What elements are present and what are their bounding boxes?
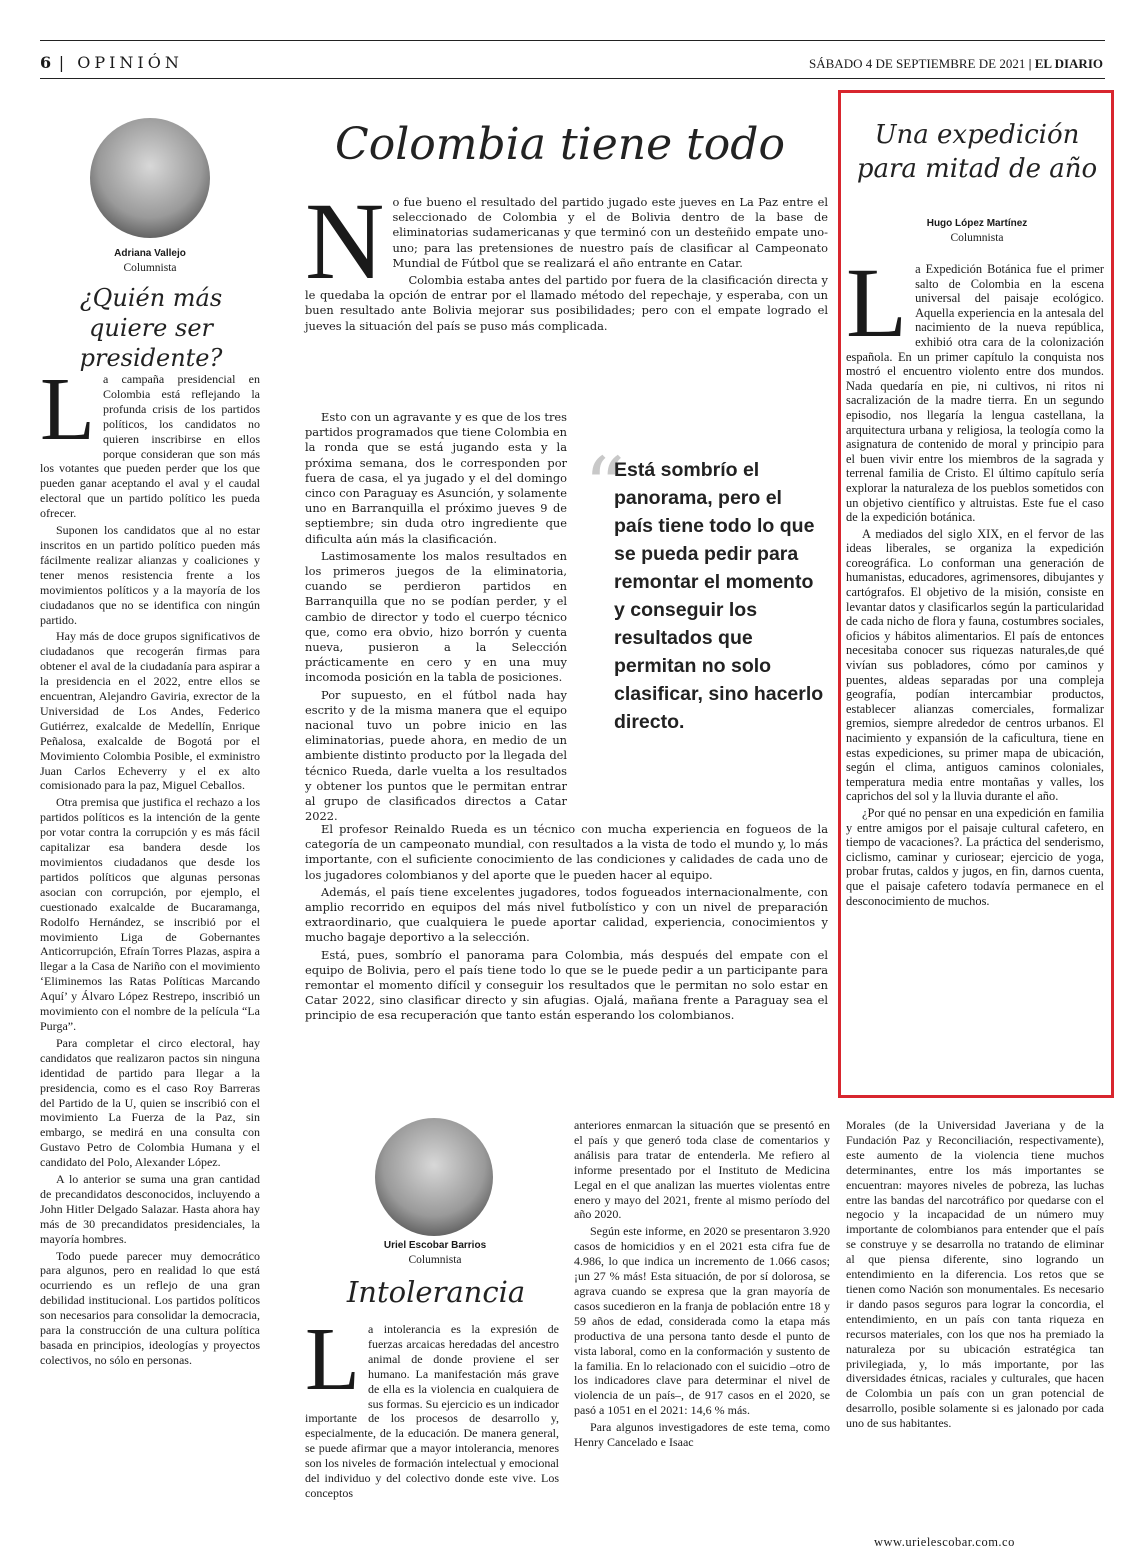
paragraph: a intolerancia es la expresión de fuerzas arcaicas heredadas del ancestro animal de donde proviene el ser humano. La manifestación más grave de ella es la violencia en cualquiera de sus formas. Su ejercicio es un indicador importante de los procesos de desarrollo y, especialmente, de la educación. De manera general, se puede afirmar que a mayor intolerancia, menores son los niveles de formación intelectual y emocional del individuo y del colectivo donde este vive. Los conceptos [305,1322,559,1500]
paragraph: Según este informe, en 2020 se presentaron 3.920 casos de homicidios y en el 2021 esta cifra fue de 4.986, lo que indica un incremento de 1.066 casos; ¡un 27 % más! Esta situación, de por sí dolorosa, se agrava cuando se expresa que la gran mayoría de casos sucedieron en la franja de población entre 18 y 59 años de edad, considerada como la etapa más productiva de una persona tanto desde el punto de vista laboral, como en la conformación y sustento de la familia. En lo relacionado con el suicidio –otro de los indicadores clave para determinar el nivel de violencia de un país–, de 917 casos en el 2020, se pasó a 1051 en el 2021: 14,6 % más. [574,1224,830,1418]
author-name: Uriel Escobar Barrios [383,1240,487,1251]
author-role: Columnista [408,1254,462,1266]
column-body-3 [846,1118,1104,1433]
author-role: Columnista [950,232,1004,244]
avatar-adriana-vallejo [90,118,210,238]
paragraph: A mediados del siglo XIX, en el fervor de las ideas liberales, se organiza la expedición coreográfica. Lo conforman una generación de humanistas, educadores, agrimensores, dibujantes y cartógrafos. El objetivo de la misión, consiste en levantar datos y clasificarlos según la particularidad de cada nicho de flora y fauna, costumbres sociales, oficios y hábitos alimentarios. El país de entonces necesitaba conocer sus riquezas naturales,de qué vivían sus pobladores, cómo por caminos y puentes, aldeas separadas por una compleja geografía, podían intercambiar productos, establecer alianzas comerciales, formalizar gremios, siempre alrededor de centros urbanos. El nacimiento y expansión de la caficultura, tiene en estas expediciones, su primer mapa de ubicación, según el clima, antiguos caminos coloniales, temperatura media entre montañas y valles, los caprichos del sol y la lluvia durante el año. [846,526,1104,804]
paragraph: Está, pues, sombrío el panorama para Colombia, más después del empate con el equipo de Bolivia, pero el país tiene todo lo que se le puede pedir a un participante para remontar el momento difícil y conseguir los resultados que le permitan no solo estar en Catar 2022, sino clasificar directo y sin afugias. Ojalá, mañana frente a Paraguay sea el principio de esa recuperación que tanto están esperando los colombianos. [305,947,828,1023]
paragraph: anteriores enmarcan la situación que se presentó en el país y que generó toda clase de comentarios y análisis para tratar de entenderla. Me refiero al informe presentado por el Instituto de Medicina Legal en el que analizan las muertes violentas entre enero y mayo del 2021, frente al mismo período del año 2020. [574,1118,830,1222]
column-body-1 [305,1310,559,1503]
paragraph: A lo anterior se suma una gran cantidad de precandidatos desconocidos, incluyendo a John Hitler Delgado Salazar. Hasta ahora hay más de 30 precandidatos presidenciales, la mayoría hombres. [40,1172,260,1246]
author-role: Columnista [123,262,177,274]
page-number: 6 [40,53,53,72]
paper-name: EL DIARIO [1034,56,1103,71]
paragraph: El profesor Reinaldo Rueda es un técnico con mucha experiencia en fogueos de la categoría de un campeonato mundial, con resultados a la vista de todo el mundo y, lo más importante, con el suficiente conocimiento de las condiciones y calidades de cada uno de los jugadores colombianos y del aporte que le pueden hacer al equipo. [305,822,828,882]
paragraph: Hay más de doce grupos significativos de ciudadanos que recogerán firmas para obtener el aval de la ciudadanía para aspirar a la presidencia en el 2022, entre ellos se encuentran, Alejandro Gaviria, exrector de la Universidad de Los Andes, Federico Gutiérrez, exalcalde de Medellín, Enrique Peñalosa, exalcalde de Bogotá por el Movimiento Colombia Posible, el exministro Juan Carlos Echeverry y el ex alto comisionado para la paz, Miguel Ceballos. [40,629,260,793]
avatar-uriel-escobar-barrios [375,1118,493,1236]
paragraph: o fue bueno el resultado del partido jugado este jueves en La Paz entre el seleccionado de Colombia y el de Bolivia dentro de la base de eliminatorias sudamericanas y que terminó con un desteñido empate uno-uno; para las pretensiones de nuestro país de clasificar al Campeonato Mundial de Fútbol que se realizará el año entrante en Catar. [392,195,828,270]
column-body-2 [574,1118,830,1452]
editorial-body-top [305,180,828,336]
paragraph: Para completar el circo electoral, hay candidatos que realizaron pactos sin ninguna identidad de partido para llegar a la presidencia, como es el caso Roy Barreras del Partido de la U, quien se inscribió con el movimiento La Fuerza de la Paz, sin embargo, se medirá en una consulta con Gustavo Petro de Colombia Humana y el candidato del Polo, Alexander López. [40,1035,260,1170]
dropcap: N [305,180,385,302]
paragraph: Esto con un agravante y es que de los tres partidos programados que tiene Colombia en la ronda que se está jugando esta y la próxima semana, dos le corresponden por fuera de casa, el ya jugado y el del domingo cinco con Paraguay es Asunción, y solamente uno en Barranquilla el próximo jueves 9 de septiembre; sin duda otro ingrediente que dificulta aún más la clasificación. [305,410,567,546]
pull-quote: Está sombrío el panorama, pero el país tiene todo lo que se pueda pedir para remontar el momento y conseguir los resultados que permitan no solo clasificar, sino hacerlo directo. [614,459,824,733]
author-name: Hugo López Martínez [926,218,1028,229]
column-title: Intolerancia [346,1275,526,1309]
paragraph: Lastimosamente los malos resultados en los primeros juegos de la eliminatoria, cuando se perdieron partidos en Barranquilla que no se podían perder, y el cambio de director y todo el cuerpo técnico que, como era obvio, hizo borrón y cuenta nueva, pusieron a la Selección prácticamente en cero y en una muy incomoda posición en la tabla de posiciones. [305,548,567,685]
paragraph: Todo puede parecer muy democrático para algunos, pero en realidad lo que está ocurriendo es un reflejo de una gran debilidad institucional. Los partidos políticos son necesarios para consolidar la democracia, para la construcción de una cultura política basada en principios, ideologías y proyectos colectivos, no sólo en personas. [40,1248,260,1367]
paragraph: Colombia estaba antes del partido por fuera de la clasificación directa y le quedaba la opción de entrar por el llamado método del repechaje, y esperaba, con un buen resultado ante Bolivia mejorar sus posibilidades; pero con el empate logrado el jueves la situación del país se puso más complicada. [305,273,828,333]
column-body [40,360,260,1370]
paragraph: a campaña presidencial en Colombia está reflejando la profunda crisis de los partidos políticos, los candidatos no quieren inscribirse en ellos porque consideran que son más los votantes que pueden perder que los que pueden ganar aceptando el aval y el caudal electoral que un partido político les pueda ofrecer. [40,372,260,521]
column-title: Una expedición para mitad de año [856,120,1098,184]
section-name: OPINIÓN [77,53,183,72]
issue-date: SÁBADO 4 DE SEPTIEMBRE DE 2021 [809,56,1026,71]
dropcap: L [305,1310,360,1409]
paragraph: a Expedición Botánica fue el primer salto de Colombia en la escena universal del paisaje ecológico. Aquella experiencia en la antesala del nacimiento de la nueva república, exhibió otra cara de la colonización española. En un primer capítulo la conquista nos mostró el encuentro violento entre dos mundos. Nada quedaría en pie, ni cultivos, ni ritos ni sacralización de la madre tierra. En un segundo episodio, nos llegaría la lengua castellana, la arquitectura urbana y religiosa, la teología como la asignatura de contenido de moral y principio para el buen vivir entre los miembros de la sagrada y terrenal familia de Cristo. El último capítulo sería explorar la naturaleza de los pueblos sometidos con un objetivo científico y altruistas. Este fue el caso de la expedición botánica. [846,262,1104,525]
author-website: www.urielescobar.com.co [874,1535,1015,1549]
paragraph: Morales (de la Universidad Javeriana y de la Fundación Paz y Reconciliación, respectivamente), este aumento de la violencia tiene muchos determinantes, entre los más importantes se encuentran: mayores niveles de pobreza, las luchas entre las bandas del narcotráfico por quedarse con el negocio y la incapacidad de un número muy importante de colombianos para entender que el país se construye y se desarrolla no tratando de eliminar al que piensa diferente, sino logrando un entendimiento en la diferencia. Los retos que se tienen como Nación son monumentales. Es necesario ir dando pasos seguros para lograr la concordia, el entendimiento, en un país con tanta riqueza en recursos materiales, con los que nos ha premiado la naturaleza por su ubicación estratégica tan privilegiada, y, lo más importante, por las diversidades étnicas, raciales y culturales, que hacen de Colombia un país con un gran potencial de desarrollo, posible solamente si es jalonado por cada uno de sus habitantes. [846,1118,1104,1431]
editorial-body-bottom [305,822,828,1026]
paragraph: Suponen los candidatos que al no estar inscritos en un partido político pueden más fácilmente realizar alianzas y coaliciones y tener menos resistencia frente a los movimientos políticos y a la mayoría de los ciudadanos que no se identifica con ningún partido. [40,523,260,627]
dateline [809,56,1103,72]
column-body [846,247,1104,910]
dropcap: L [846,247,908,358]
paragraph: Otra premisa que justifica el rechazo a los partidos políticos es la intención de la gente por votar contra la corrupción y es más fácil capitalizar esa bandera desde los movimientos ciudadanos que desde los partidos políticos que algunas personas asocian con corrupción, por ejemplo, el cuestionado exalcalde de Bucaramanga, Rodolfo Hernández, se inscribió por el movimiento Liga de Gobernantes Anticorrupción, Efraín Torres Plazas, aspira a llegar a la Casa de Nariño con el movimiento ‘Eliminemos las Ratas Políticas Marcando Aquí’ y Álvaro López Restrepo, inscribió un movimiento con el nombre de la película “La Purga”. [40,795,260,1033]
quote-mark-icon: “ [584,440,625,533]
paragraph: ¿Por qué no pensar en una expedición en familia y entre amigos por el paisaje cultural cafetero, en tiempo de vacaciones?. La práctica del senderismo, ciclismo, caminar y curiosear; ejercicio de yoga, probar frutas, caldos y jugos, en fin, darnos cuenta, que el paisaje cafetero todavía permanece en el desconocimiento de muchos. [846,805,1104,908]
paragraph: Para algunos investigadores de este tema, como Henry Cancelado e Isaac [574,1420,830,1450]
author-name: Adriana Vallejo [114,248,186,259]
page-section-label [40,53,183,72]
paragraph: Además, el país tiene excelentes jugadores, todos fogueados internacionalmente, con amplio recorrido en equipos del más nivel futbolístico y con un nivel de preparación extraordinario, que cualquiera le puede aportar calidad, experiencia, conocimientos y mucho bagaje deportivo a la selección. [305,884,828,945]
paragraph: Por supuesto, en el fútbol nada hay escrito y de la misma manera que el equipo nacional tuvo un pobre inicio en las eliminatorias, puede ahora, en medio de un ambiente distinto producto por la llegada del técnico Rueda, darle vuelta a los resultados y obtener los puntos que le permitan entrar al grupo de clasificados directos a Catar 2022. [305,687,567,824]
editorial-body-narrow [305,410,567,826]
header-bottom-rule [40,78,1105,79]
section-divider: | [58,53,78,72]
header-top-rule [40,40,1105,41]
paper-divider: | [1028,56,1035,71]
dropcap: L [40,360,95,459]
column-title: ¿Quién más quiere ser presidente? [79,284,223,372]
editorial-title: Colombia tiene todo [335,119,785,170]
